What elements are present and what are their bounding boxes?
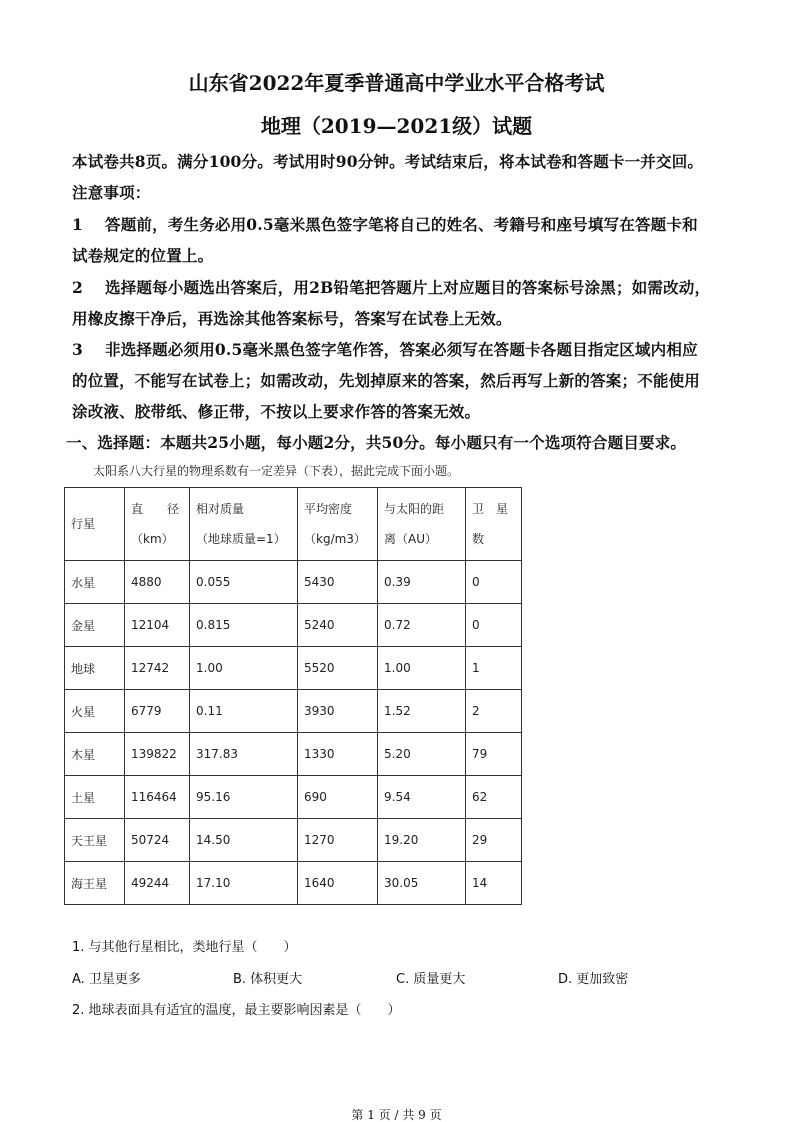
table-row bbox=[65, 862, 522, 905]
table-cell: 0.72 bbox=[378, 604, 466, 647]
q1-option-a: A. 卫星更多 bbox=[72, 972, 141, 987]
intro-text: 本试卷共8页。满分100分。考试用时90分钟。考试结束后，将本试卷和答题卡一并交回。 bbox=[72, 152, 704, 171]
table-cell: 50724 bbox=[125, 819, 190, 862]
table-cell: 1.52 bbox=[378, 690, 466, 733]
table-cell: 30.05 bbox=[378, 862, 466, 905]
notice-1-cont: 试卷规定的位置上。 bbox=[72, 246, 214, 265]
table-cell: 317.83 bbox=[190, 733, 298, 776]
q1-option-b: B. 体积更大 bbox=[233, 972, 303, 987]
exam-subtitle: 地理（2019—2021级）试题 bbox=[260, 114, 533, 138]
header-cell: 相对质量 （地球质量=1） bbox=[190, 488, 298, 561]
table-row bbox=[65, 690, 522, 733]
table-cell: 0.11 bbox=[190, 690, 298, 733]
table-cell: 49244 bbox=[125, 862, 190, 905]
notice-1: 1 答题前，考生务必用0.5毫米黑色签字笔将自己的姓名、考籍号和座号填写在答题卡和 bbox=[72, 215, 698, 234]
header-cell: 行星 bbox=[65, 488, 125, 561]
table-row bbox=[65, 819, 522, 862]
table-cell: 1640 bbox=[298, 862, 378, 905]
table-cell: 火星 bbox=[65, 690, 125, 733]
notice-2-cont: 用橡皮擦干净后，再选涂其他答案标号，答案写在试卷上无效。 bbox=[72, 309, 512, 328]
table-cell: 19.20 bbox=[378, 819, 466, 862]
table-cell: 14.50 bbox=[190, 819, 298, 862]
table-cell: 1330 bbox=[298, 733, 378, 776]
table-cell: 12104 bbox=[125, 604, 190, 647]
notice-3-cont2: 涂改液、胶带纸、修正带，不按以上要求作答的答案无效。 bbox=[72, 402, 481, 421]
table-row bbox=[65, 647, 522, 690]
header-cell: 卫 星 数 bbox=[466, 488, 522, 561]
table-cell: 6779 bbox=[125, 690, 190, 733]
table-row bbox=[65, 604, 522, 647]
table-cell: 3930 bbox=[298, 690, 378, 733]
table-cell: 0 bbox=[466, 604, 522, 647]
table-row bbox=[65, 733, 522, 776]
question-2: 2. 地球表面具有适宜的温度，最主要影响因素是（ ） bbox=[72, 1003, 401, 1018]
table-cell: 9.54 bbox=[378, 776, 466, 819]
page-footer: 第 1 页 / 共 9 页 bbox=[351, 1108, 442, 1122]
question-1: 1. 与其他行星相比，类地行星（ ） bbox=[72, 940, 297, 955]
table-cell: 29 bbox=[466, 819, 522, 862]
table-cell: 5430 bbox=[298, 561, 378, 604]
q1-option-d: D. 更加致密 bbox=[558, 972, 629, 987]
notice-3: 3 非选择题必须用0.5毫米黑色签字笔作答，答案必须写在答题卡各题目指定区域内相应 bbox=[72, 340, 698, 359]
table-cell: 690 bbox=[298, 776, 378, 819]
table-cell: 2 bbox=[466, 690, 522, 733]
header-cell: 平均密度 （kg/m3） bbox=[298, 488, 378, 561]
table-cell: 116464 bbox=[125, 776, 190, 819]
exam-title: 山东省2022年夏季普通高中学业水平合格考试 bbox=[188, 71, 605, 95]
notice-3-cont: 的位置，不能写在试卷上；如需改动，先划掉原来的答案，然后再写上新的答案；不能使用 bbox=[72, 371, 701, 390]
table-caption: 太阳系八大行星的物理系数有一定差异（下表），据此完成下面小题。 bbox=[93, 464, 460, 478]
table-cell: 0.055 bbox=[190, 561, 298, 604]
table-cell: 79 bbox=[466, 733, 522, 776]
q1-option-c: C. 质量更大 bbox=[396, 972, 466, 987]
table-cell: 17.10 bbox=[190, 862, 298, 905]
table-cell: 0 bbox=[466, 561, 522, 604]
table-cell: 5.20 bbox=[378, 733, 466, 776]
table-cell: 1.00 bbox=[190, 647, 298, 690]
table-cell: 139822 bbox=[125, 733, 190, 776]
table-cell: 1270 bbox=[298, 819, 378, 862]
table-cell: 12742 bbox=[125, 647, 190, 690]
table-row bbox=[65, 561, 522, 604]
table-cell: 5240 bbox=[298, 604, 378, 647]
planet-table bbox=[64, 487, 522, 905]
table-cell: 0.815 bbox=[190, 604, 298, 647]
header-cell: 与太阳的距 离（AU） bbox=[378, 488, 466, 561]
table-cell: 海王星 bbox=[65, 862, 125, 905]
table-cell: 95.16 bbox=[190, 776, 298, 819]
table-cell: 木星 bbox=[65, 733, 125, 776]
section-heading: 一、选择题：本题共25小题，每小题2分，共50分。每小题只有一个选项符合题目要求。 bbox=[66, 433, 687, 452]
table-cell: 5520 bbox=[298, 647, 378, 690]
table-cell: 4880 bbox=[125, 561, 190, 604]
table-cell: 地球 bbox=[65, 647, 125, 690]
table-cell: 1.00 bbox=[378, 647, 466, 690]
header-cell: 直 径 （km） bbox=[125, 488, 190, 561]
table-cell: 62 bbox=[466, 776, 522, 819]
notice-2: 2 选择题每小题选出答案后，用2B铅笔把答题片上对应题目的答案标号涂黑；如需改动， bbox=[72, 278, 711, 297]
notice-heading: 注意事项： bbox=[72, 183, 151, 202]
table-cell: 0.39 bbox=[378, 561, 466, 604]
table-header-row bbox=[65, 488, 522, 561]
table-cell: 土星 bbox=[65, 776, 125, 819]
table-cell: 1 bbox=[466, 647, 522, 690]
table-cell: 金星 bbox=[65, 604, 125, 647]
table-cell: 水星 bbox=[65, 561, 125, 604]
table-cell: 14 bbox=[466, 862, 522, 905]
table-row bbox=[65, 776, 522, 819]
table-cell: 天王星 bbox=[65, 819, 125, 862]
